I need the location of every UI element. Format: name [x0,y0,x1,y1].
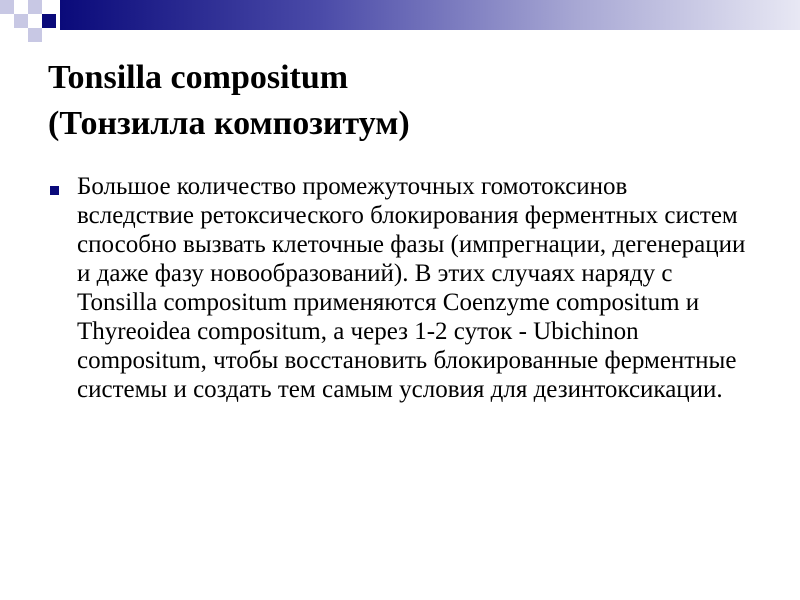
checker-square [14,14,28,28]
checker-decoration [0,0,60,45]
bullet-text: Большое количество промежуточных гомотоксинов вследствие ретоксического блокирования ферментных систем способно вызвать клеточные фазы (импрегнации, дегенерации и даже фазу новообразований). В этих случаях наряду с Tonsilla compositum применяются Coenzyme compositum и Thyreoidea compositum, а через 1-2 суток - Ubichinon compositum, чтобы восстановить блокированные ферментные системы и создать тем самым условия для дезинтоксикации. [77,173,746,403]
checker-square [28,28,42,42]
slide-title [48,55,768,147]
checker-square [28,0,42,14]
square-bullet-icon [50,186,59,195]
header-gradient-bar [60,0,800,30]
checker-square [0,0,14,14]
bullet-list [48,172,768,404]
title-line-2: (Тонзилла композитум) [48,105,410,142]
title-line-1: Tonsilla compositum [48,59,349,96]
checker-square [42,14,56,28]
